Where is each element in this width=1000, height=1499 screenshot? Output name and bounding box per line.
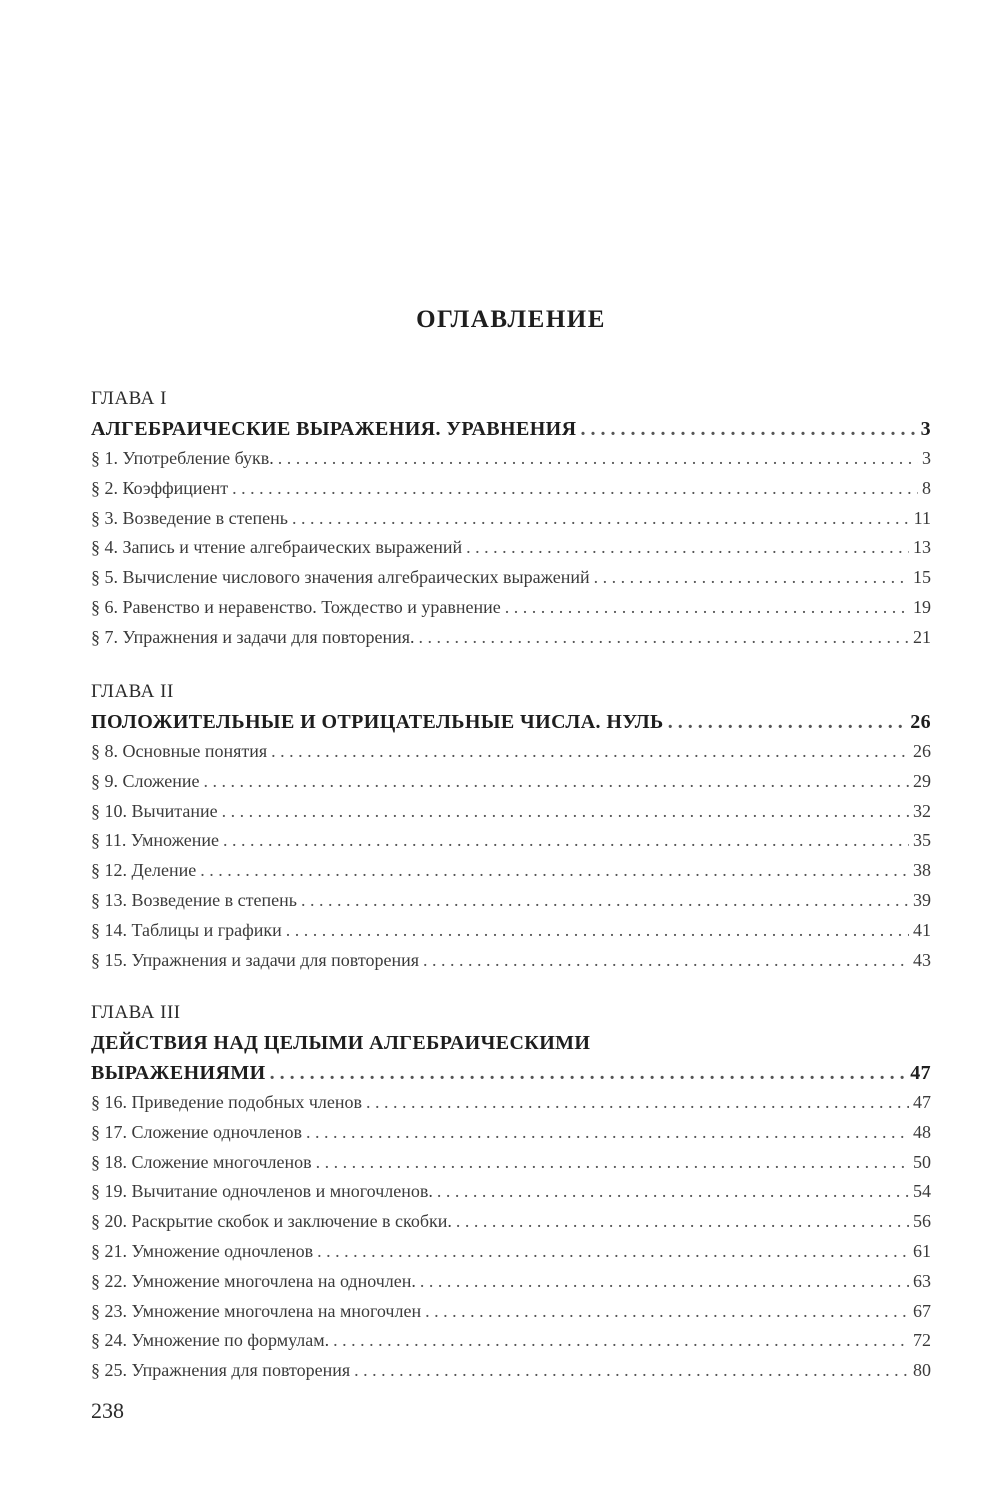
chapter-heading: АЛГЕБРАИЧЕСКИЕ ВЫРАЖЕНИЯ. УРАВНЕНИЯ (91, 418, 577, 440)
toc-entry[interactable] (91, 1356, 931, 1386)
section-page-number: 41 (913, 919, 931, 940)
section-page-number: 8 (922, 477, 931, 498)
chapter-heading-row[interactable] (91, 414, 931, 444)
dot-leader (317, 1237, 909, 1267)
dot-leader (232, 474, 918, 504)
dot-leader (354, 1356, 909, 1386)
section-title: § 25. Упражнения для повторения (91, 1360, 351, 1381)
toc-entry[interactable] (91, 886, 931, 916)
dot-leader (278, 444, 918, 474)
section-title: § 9. Сложение (91, 770, 200, 791)
section-title: § 19. Вычитание одночленов и многочленов. (91, 1181, 433, 1202)
page-number: 238 (91, 1398, 124, 1423)
dot-leader (316, 1148, 909, 1178)
section-title: § 23. Умножение многочлена на многочлен (91, 1300, 422, 1321)
chapter-2 (91, 677, 931, 975)
dot-leader (419, 623, 910, 653)
page-title: ОГЛАВЛЕНИЕ (416, 306, 606, 333)
toc-entry[interactable] (91, 1237, 931, 1267)
chapter-heading-line-1: ДЕЙСТВИЯ НАД ЦЕЛЫМИ АЛГЕБРАИЧЕСКИМИ (91, 1032, 591, 1054)
dot-leader (333, 1326, 909, 1356)
toc-entry[interactable] (91, 593, 931, 623)
toc-entry[interactable] (91, 1267, 931, 1297)
toc-entry[interactable] (91, 1088, 931, 1118)
section-title: § 24. Умножение по формулам. (91, 1330, 330, 1351)
chapter-label: ГЛАВА I (91, 388, 167, 409)
section-page-number: 15 (913, 567, 931, 588)
section-page-number: 72 (913, 1330, 931, 1351)
chapter-heading-row[interactable] (91, 707, 931, 737)
dot-leader (203, 767, 909, 797)
section-page-number: 38 (913, 860, 931, 881)
chapter-page-number: 47 (910, 1062, 931, 1084)
chapter-label: ГЛАВА II (91, 681, 174, 702)
section-page-number: 47 (913, 1092, 931, 1112)
dot-leader (420, 1267, 909, 1297)
section-page-number: 56 (913, 1211, 931, 1232)
chapter-page-number: 3 (920, 418, 931, 440)
section-title: § 12. Деление (91, 860, 197, 881)
section-page-number: 29 (913, 770, 931, 791)
dot-leader (466, 533, 909, 563)
chapter-3 (91, 998, 931, 1386)
section-page-number: 80 (913, 1360, 931, 1381)
section-page-number: 3 (922, 448, 931, 468)
chapter-1 (91, 384, 931, 653)
dot-leader (292, 504, 910, 534)
section-title: § 20. Раскрытие скобок и заключение в скобки. (91, 1211, 452, 1232)
section-page-number: 13 (913, 537, 931, 558)
toc-entry[interactable] (91, 474, 931, 504)
section-page-number: 54 (913, 1181, 931, 1202)
section-title: § 6. Равенство и неравенство. Тождество и уравнение (91, 596, 501, 617)
section-title: § 1. Употребление букв. (91, 448, 274, 468)
toc-entry[interactable] (91, 444, 931, 474)
section-page-number: 63 (913, 1270, 931, 1291)
section-title: § 16. Приведение подобных членов (91, 1092, 362, 1112)
toc-entry[interactable] (91, 916, 931, 946)
toc-entry[interactable] (91, 504, 931, 534)
chapter-heading: ПОЛОЖИТЕЛЬНЫЕ И ОТРИЦАТЕЛЬНЫЕ ЧИСЛА. НУЛЬ (91, 711, 664, 733)
dot-leader (270, 1058, 907, 1088)
section-title: § 3. Возведение в степень (91, 507, 288, 528)
section-page-number: 26 (913, 741, 931, 761)
dot-leader (301, 886, 909, 916)
section-title: § 13. Возведение в степень (91, 889, 297, 910)
section-page-number: 61 (913, 1240, 931, 1261)
dot-leader (437, 1177, 909, 1207)
dot-leader (505, 593, 909, 623)
dot-leader (286, 916, 909, 946)
section-title: § 17. Сложение одночленов (91, 1121, 302, 1142)
toc-entry[interactable] (91, 623, 931, 653)
section-page-number: 67 (913, 1300, 931, 1321)
section-page-number: 43 (913, 949, 931, 970)
book-page (91, 0, 931, 1499)
chapter-label: ГЛАВА III (91, 1002, 181, 1023)
section-page-number: 11 (913, 507, 931, 528)
toc-entry[interactable] (91, 1326, 931, 1356)
section-page-number: 48 (913, 1121, 931, 1142)
dot-leader (306, 1118, 909, 1148)
toc-entry[interactable] (91, 767, 931, 797)
section-page-number: 21 (913, 626, 931, 647)
section-title: § 5. Вычисление числового значения алгебраических выражений (91, 567, 590, 588)
toc-entry[interactable] (91, 563, 931, 593)
section-title: § 21. Умножение одночленов (91, 1240, 314, 1261)
toc-entry[interactable] (91, 1177, 931, 1207)
toc-entry[interactable] (91, 856, 931, 886)
dot-leader (223, 826, 909, 856)
dot-leader (425, 1297, 909, 1327)
dot-leader (271, 737, 909, 767)
toc-entry[interactable] (91, 1207, 931, 1237)
chapter-heading-line-2: ВЫРАЖЕНИЯМИ (91, 1062, 266, 1084)
dot-leader (200, 856, 909, 886)
section-title: § 22. Умножение многочлена на одночлен. (91, 1270, 416, 1291)
toc-entry[interactable] (91, 826, 931, 856)
section-page-number: 50 (913, 1151, 931, 1172)
section-title: § 2. Коэффициент (91, 477, 229, 498)
section-title: § 10. Вычитание (91, 800, 218, 821)
chapter-page-number: 26 (910, 711, 931, 733)
dot-leader (222, 797, 909, 827)
section-page-number: 39 (913, 889, 931, 910)
section-page-number: 32 (913, 800, 931, 821)
section-title: § 7. Упражнения и задачи для повторения. (91, 626, 415, 647)
dot-leader (594, 563, 909, 593)
section-title: § 8. Основные понятия (91, 741, 268, 761)
section-title: § 18. Сложение многочленов (91, 1151, 312, 1172)
section-page-number: 35 (913, 830, 931, 851)
section-title: § 11. Умножение (91, 830, 220, 851)
dot-leader (423, 946, 909, 976)
toc-entry[interactable] (91, 533, 931, 563)
dot-leader (668, 707, 907, 737)
toc-entry[interactable] (91, 1297, 931, 1327)
chapter-heading-row[interactable] (91, 1058, 931, 1088)
toc-entry[interactable] (91, 797, 931, 827)
toc-entry[interactable] (91, 946, 931, 976)
dot-leader (580, 414, 916, 444)
section-title: § 4. Запись и чтение алгебраических выражений (91, 537, 463, 558)
dot-leader (366, 1088, 909, 1118)
section-page-number: 19 (913, 596, 931, 617)
section-title: § 15. Упражнения и задачи для повторения (91, 949, 419, 970)
toc-entry[interactable] (91, 737, 931, 767)
toc-entry[interactable] (91, 1118, 931, 1148)
dot-leader (456, 1207, 909, 1237)
section-title: § 14. Таблицы и графики (91, 919, 282, 940)
toc-entry[interactable] (91, 1148, 931, 1178)
